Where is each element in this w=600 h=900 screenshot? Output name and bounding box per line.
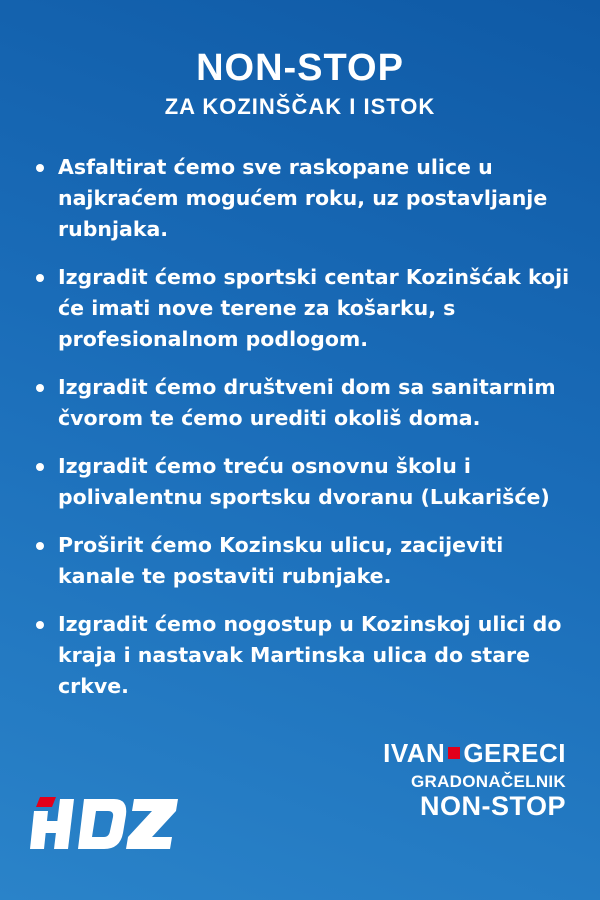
promise-text: Proširit ćemo Kozinsku ulicu, zacijeviti kanale te postaviti rubnjake. xyxy=(58,533,504,588)
bullet-dot-icon xyxy=(36,542,44,550)
candidate-slogan: NON-STOP xyxy=(419,791,566,821)
candidate-role: GRADONAČELNIK xyxy=(410,772,566,791)
promise-text: Izgradit ćemo sportski centar Kozinšćak koji će imati nove terene za košarku, s profesionalnom podlogom. xyxy=(58,265,570,351)
promise-item xyxy=(32,262,577,355)
promise-text: Izgradit ćemo nogostup u Kozinskoj ulici do kraja i nastavak Martinska ulica do stare crkve. xyxy=(58,612,562,698)
red-square-icon xyxy=(448,747,460,759)
promise-item xyxy=(32,609,577,702)
bullet-dot-icon xyxy=(36,384,44,392)
bullet-dot-icon xyxy=(36,274,44,282)
poster-header xyxy=(0,46,600,120)
promise-item xyxy=(32,451,577,513)
bullet-dot-icon xyxy=(36,463,44,471)
promise-item xyxy=(32,372,577,434)
poster-title: NON-STOP xyxy=(196,47,404,89)
promise-text: Asfaltirat ćemo sve raskopane ulice u najkraćem mogućem roku, uz postavljanje rubnjaka. xyxy=(58,155,548,241)
candidate-block xyxy=(383,738,566,820)
candidate-last-name: GERECI xyxy=(463,738,566,768)
bullet-dot-icon xyxy=(36,621,44,629)
poster-subtitle: ZA KOZINŠČAK I ISTOK xyxy=(164,94,436,119)
candidate-first-name: IVAN xyxy=(383,738,446,768)
hdz-logo xyxy=(30,795,180,851)
promise-list xyxy=(32,152,577,719)
candidate-name xyxy=(383,738,566,768)
bullet-dot-icon xyxy=(36,164,44,172)
promise-item xyxy=(32,530,577,592)
promise-item xyxy=(32,152,577,245)
promise-text: Izgradit ćemo društveni dom sa sanitarnim čvorom te ćemo urediti okoliš doma. xyxy=(58,375,556,430)
promise-text: Izgradit ćemo treću osnovnu školu i polivalentnu sportsku dvoranu (Lukarišće) xyxy=(58,454,550,509)
